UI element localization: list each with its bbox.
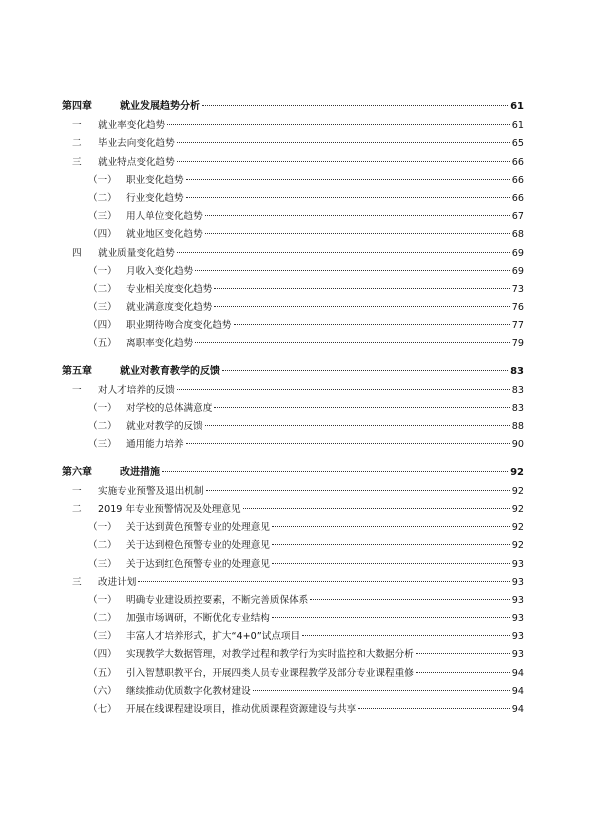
toc-entry-title: 继续推动优质数字化教材建设: [126, 685, 251, 697]
toc-entry-number: 第四章: [62, 101, 92, 112]
toc-entry-title: 丰富人才培养形式，扩大“4+0”试点项目: [126, 631, 301, 643]
toc-entry[interactable]: [62, 519, 524, 537]
toc-entry-title: 行业变化趋势: [126, 192, 184, 204]
toc-chapter-entry[interactable]: [62, 363, 524, 382]
toc-entry-number: （三）: [88, 558, 117, 570]
toc-entry[interactable]: [62, 483, 524, 501]
dot-leader: [272, 563, 510, 564]
toc-entry-number: 第五章: [62, 365, 92, 377]
dot-leader: [205, 215, 510, 216]
toc-entry-title: 月收入变化趋势: [126, 265, 194, 277]
toc-entry-number: （一）: [88, 594, 117, 606]
toc-entry-page-number: 83: [510, 365, 524, 377]
dot-leader: [186, 179, 510, 180]
dot-leader: [214, 407, 509, 408]
dot-leader: [162, 471, 508, 472]
toc-entry-page-number: 93: [511, 576, 524, 588]
toc-entry-page-number: 76: [511, 302, 524, 314]
toc-entry-page-number: 92: [511, 540, 524, 552]
toc-entry-title: 职业期待吻合度变化趋势: [126, 320, 232, 332]
dot-leader: [186, 443, 510, 444]
toc-entry-title: 毕业去向变化趋势: [98, 138, 175, 150]
dot-leader: [222, 370, 508, 371]
dot-leader: [302, 635, 510, 636]
toc-entry-number: （三）: [88, 211, 117, 223]
toc-entry-title: 就业特点变化趋势: [98, 156, 175, 168]
toc-entry[interactable]: [62, 418, 524, 436]
toc-entry-page-number: 65: [511, 138, 524, 150]
dot-leader: [205, 425, 510, 426]
toc-entry-number: （五）: [88, 338, 117, 350]
toc-entry-title: 改进计划: [98, 576, 137, 588]
dot-leader: [243, 508, 510, 509]
toc-entry-number: 二: [72, 138, 82, 150]
toc-entry[interactable]: [62, 117, 524, 135]
toc-entry-title: 2019 年专业预警情况及处理意见: [98, 503, 241, 515]
toc-entry[interactable]: [62, 335, 524, 353]
toc-entry-number: （一）: [88, 174, 117, 186]
toc-entry-number: （二）: [88, 421, 117, 433]
toc-entry[interactable]: [62, 683, 524, 701]
toc-entry-title: 改进措施: [120, 466, 160, 478]
toc-entry-title: 职业变化趋势: [126, 174, 184, 186]
toc-entry-page-number: 66: [511, 192, 524, 204]
toc-entry-page-number: 93: [511, 558, 524, 570]
toc-entry-page-number: 94: [511, 685, 524, 697]
toc-entry-title: 对学校的总体满意度: [126, 403, 213, 414]
toc-entry-title: 就业发展趋势分析: [120, 101, 200, 112]
toc-entry-title: 就业质量变化趋势: [98, 247, 175, 259]
dot-leader: [206, 490, 510, 491]
toc-entry-number: （二）: [88, 192, 117, 204]
toc-entry-number: （七）: [88, 704, 117, 715]
dot-leader: [253, 690, 510, 691]
toc-entry[interactable]: [62, 172, 524, 190]
toc-entry-title: 关于达到橙色预警专业的处理意见: [126, 540, 270, 552]
toc-entry-page-number: 92: [510, 466, 524, 478]
toc-entry-page-number: 94: [511, 667, 524, 679]
toc-entry-page-number: 83: [511, 403, 524, 414]
dot-leader: [205, 233, 510, 234]
toc-entry[interactable]: [62, 400, 524, 418]
toc-entry-page-number: 61: [510, 101, 524, 112]
toc-entry-page-number: 69: [511, 247, 524, 259]
toc-entry-number: 一: [72, 120, 82, 132]
toc-entry[interactable]: [62, 154, 524, 172]
toc-entry-number: 二: [72, 503, 82, 515]
toc-entry-page-number: 66: [511, 174, 524, 186]
dot-leader: [195, 270, 510, 271]
toc-chapter-entry[interactable]: [62, 98, 524, 117]
toc-entry[interactable]: [62, 610, 524, 628]
toc-entry-title: 用人单位变化趋势: [126, 211, 203, 223]
toc-entry-page-number: 92: [511, 485, 524, 497]
toc-entry-number: （六）: [88, 685, 117, 697]
dot-leader: [195, 342, 510, 343]
dot-leader: [416, 672, 510, 673]
toc-entry-number: 四: [72, 247, 82, 259]
toc-entry-title: 实施专业预警及退出机制: [98, 485, 204, 497]
dot-leader: [177, 389, 510, 390]
toc-entry[interactable]: [62, 263, 524, 281]
toc-entry[interactable]: [62, 190, 524, 208]
toc-entry-title: 关于达到红色预警专业的处理意见: [126, 558, 270, 570]
toc-entry-number: （三）: [88, 631, 117, 643]
toc-entry-page-number: 93: [511, 631, 524, 643]
toc-entry-title: 明确专业建设质控要素，不断完善质保体系: [126, 594, 309, 606]
toc-entry-title: 开展在线课程建设项目，推动优质课程资源建设与共享: [126, 704, 357, 715]
toc-entry-title: 就业对教育教学的反馈: [120, 365, 220, 377]
toc-entry-page-number: 88: [511, 421, 524, 433]
toc-entry-page-number: 92: [511, 503, 524, 515]
toc-entry-title: 关于达到黄色预警专业的处理意见: [126, 522, 270, 534]
toc-entry-number: （二）: [88, 613, 117, 625]
toc-entry-number: 一: [72, 485, 82, 497]
toc-entry-page-number: 83: [511, 384, 524, 396]
toc-entry-page-number: 68: [511, 229, 524, 241]
toc-entry-title: 加强市场调研，不断优化专业结构: [126, 613, 270, 625]
dot-leader: [177, 161, 510, 162]
table-of-contents: [62, 98, 524, 719]
toc-entry-title: 离职率变化趋势: [126, 338, 194, 350]
dot-leader: [186, 197, 510, 198]
toc-entry-number: （一）: [88, 522, 117, 534]
toc-entry-page-number: 93: [511, 649, 524, 661]
toc-entry-number: （二）: [88, 540, 117, 552]
dot-leader: [310, 599, 510, 600]
toc-entry-number: （三）: [88, 439, 117, 451]
toc-entry[interactable]: [62, 574, 524, 592]
toc-entry[interactable]: [62, 281, 524, 299]
toc-entry-page-number: 90: [511, 439, 524, 451]
toc-entry-number: （一）: [88, 265, 117, 277]
toc-entry[interactable]: [62, 537, 524, 555]
dot-leader: [272, 544, 510, 545]
dot-leader: [234, 324, 510, 325]
toc-entry[interactable]: [62, 501, 524, 519]
toc-entry-page-number: 67: [511, 211, 524, 223]
toc-entry[interactable]: [62, 135, 524, 153]
dot-leader: [138, 581, 509, 582]
toc-entry[interactable]: [62, 208, 524, 226]
dot-leader: [272, 617, 510, 618]
toc-entry-page-number: 69: [511, 265, 524, 277]
toc-entry[interactable]: [62, 382, 524, 400]
toc-entry-number: （一）: [88, 403, 117, 414]
toc-entry-page-number: 61: [511, 120, 524, 132]
toc-entry-number: 一: [72, 384, 82, 396]
toc-entry-title: 实现教学大数据管理，对教学过程和教学行为实时监控和大数据分析: [126, 649, 414, 661]
toc-entry[interactable]: [62, 317, 524, 335]
toc-entry-number: 三: [72, 156, 82, 168]
toc-entry-number: （三）: [88, 302, 117, 314]
dot-leader: [214, 288, 509, 289]
toc-entry[interactable]: [62, 245, 524, 263]
toc-entry-number: （五）: [88, 667, 117, 679]
dot-leader: [167, 124, 510, 125]
dot-leader: [272, 526, 510, 527]
toc-entry-page-number: 73: [511, 283, 524, 295]
toc-entry-number: 第六章: [62, 466, 92, 478]
toc-entry[interactable]: [62, 436, 524, 454]
toc-entry-number: （四）: [88, 229, 117, 241]
toc-entry[interactable]: [62, 646, 524, 664]
toc-entry-page-number: 77: [511, 320, 524, 332]
toc-entry[interactable]: [62, 665, 524, 683]
toc-entry-page-number: 93: [511, 613, 524, 625]
toc-entry-title: 专业相关度变化趋势: [126, 283, 213, 295]
toc-entry[interactable]: [62, 592, 524, 610]
toc-entry[interactable]: [62, 628, 524, 646]
toc-entry[interactable]: [62, 299, 524, 317]
toc-entry-number: （四）: [88, 649, 117, 661]
dot-leader: [177, 252, 510, 253]
toc-entry[interactable]: [62, 701, 524, 719]
dot-leader: [214, 306, 509, 307]
toc-entry-page-number: 94: [511, 704, 524, 715]
toc-entry-page-number: 92: [511, 522, 524, 534]
toc-entry[interactable]: [62, 556, 524, 574]
toc-entry-title: 对人才培养的反馈: [98, 384, 175, 396]
toc-entry-page-number: 66: [511, 156, 524, 168]
toc-entry-page-number: 93: [511, 594, 524, 606]
toc-entry-title: 就业地区变化趋势: [126, 229, 203, 241]
toc-entry-number: （四）: [88, 320, 117, 332]
toc-entry-title: 引入智慧职教平台，开展四类人员专业课程教学及部分专业课程重修: [126, 667, 414, 679]
toc-chapter-entry[interactable]: [62, 464, 524, 483]
toc-entry-number: 三: [72, 576, 82, 588]
dot-leader: [416, 653, 510, 654]
toc-entry-title: 就业对教学的反馈: [126, 421, 203, 433]
toc-entry-title: 就业率变化趋势: [98, 120, 166, 132]
toc-entry[interactable]: [62, 226, 524, 244]
toc-entry-title: 通用能力培养: [126, 439, 184, 451]
dot-leader: [177, 142, 510, 143]
dot-leader: [202, 105, 508, 106]
toc-entry-page-number: 79: [511, 338, 524, 350]
toc-entry-number: （二）: [88, 283, 117, 295]
toc-entry-title: 就业满意度变化趋势: [126, 302, 213, 314]
dot-leader: [358, 708, 510, 709]
